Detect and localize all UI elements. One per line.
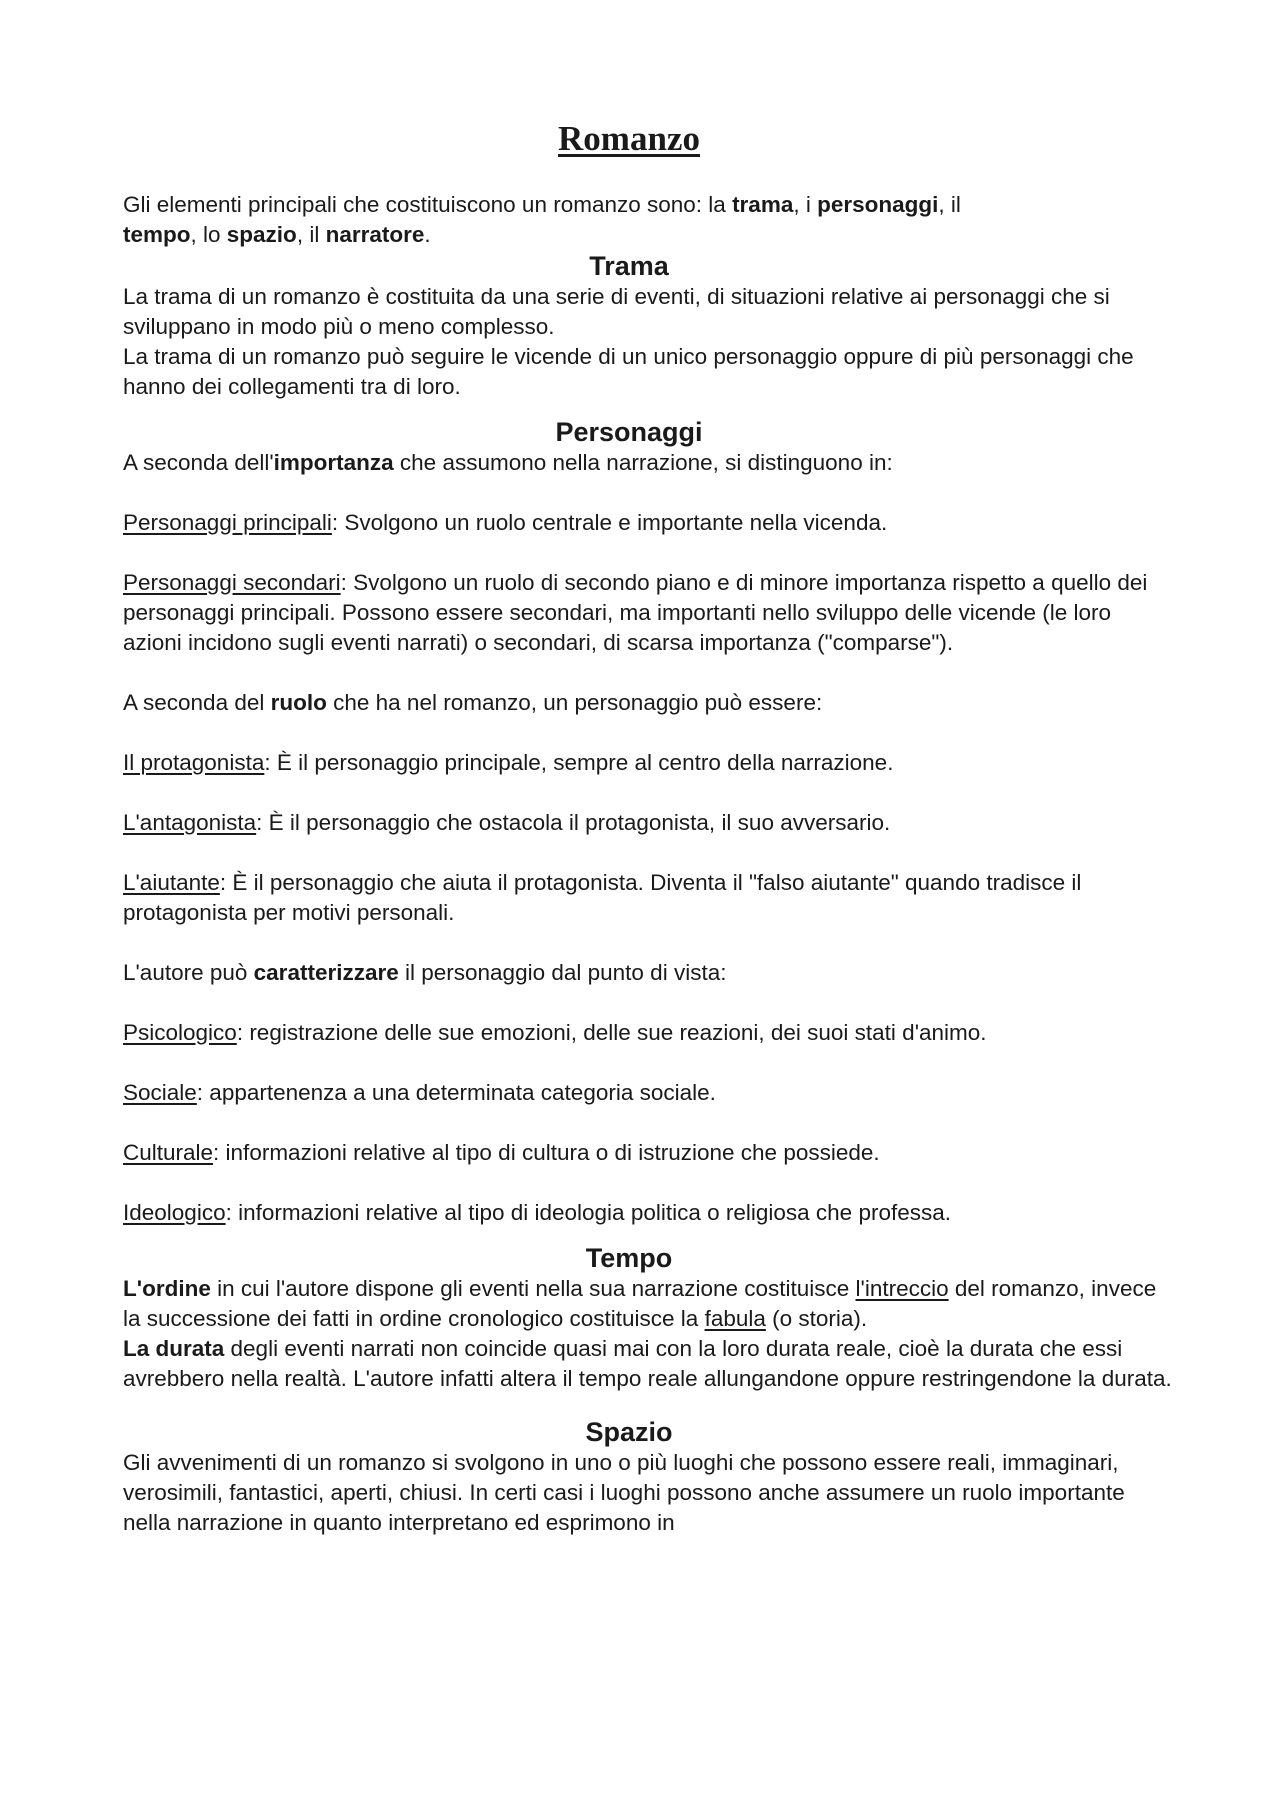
keyword-durata: La durata	[123, 1336, 225, 1361]
document-title: Romanzo	[558, 119, 700, 158]
ordine-paragraph: L'ordine in cui l'autore dispone gli eventi nella sua narrazione costituisce l'intreccio del romanzo, invece la successione dei fatti in ordine cronologico costituisce la fabula (o storia).	[123, 1276, 1157, 1331]
term-antagonista: L'antagonista	[123, 810, 257, 835]
section-heading-spazio: Spazio	[585, 1417, 673, 1447]
keyword-ruolo: ruolo	[270, 690, 327, 715]
intro-paragraph: Gli elementi principali che costituiscono un romanzo sono: la trama, i personaggi, il tempo, lo spazio, il narratore.	[123, 192, 961, 247]
term-personaggi-principali: Personaggi principali	[123, 510, 332, 535]
term-culturale: Culturale	[123, 1140, 214, 1165]
term-aiutante: L'aiutante	[123, 870, 220, 895]
aiutante-paragraph: L'aiutante: È il personaggio che aiuta il protagonista. Diventa il "falso aiutante" quando tradisce il protagonista per motivi personali.	[123, 870, 1082, 925]
keyword-trama: trama	[732, 192, 794, 217]
keyword-importanza: importanza	[273, 450, 394, 475]
psicologico-paragraph: Psicologico: registrazione delle sue emozioni, delle sue reazioni, dei suoi stati d'animo.	[123, 1020, 987, 1045]
term-protagonista: Il protagonista	[123, 750, 265, 775]
term-fabula: fabula	[704, 1306, 766, 1331]
durata-paragraph: La durata degli eventi narrati non coincide quasi mai con la loro durata reale, cioè la durata che essi avrebbero nella realtà. L'autore infatti altera il tempo reale allungandone oppure restringendone la durata.	[123, 1336, 1172, 1391]
caratterizzare-paragraph: L'autore può caratterizzare il personaggio dal punto di vista:	[123, 960, 727, 985]
antagonista-paragraph: L'antagonista: È il personaggio che ostacola il protagonista, il suo avversario.	[123, 810, 891, 835]
personaggi-principali-paragraph: Personaggi principali: Svolgono un ruolo centrale e importante nella vicenda.	[123, 510, 888, 535]
term-intreccio: l'intreccio	[855, 1276, 949, 1301]
document-page	[123, 118, 1175, 1538]
keyword-caratterizzare: caratterizzare	[253, 960, 399, 985]
keyword-personaggi: personaggi	[817, 192, 939, 217]
keyword-spazio: spazio	[226, 222, 297, 247]
term-sociale: Sociale	[123, 1080, 197, 1105]
term-ideologico: Ideologico	[123, 1200, 226, 1225]
culturale-paragraph: Culturale: informazioni relative al tipo di cultura o di istruzione che possiede.	[123, 1140, 880, 1165]
term-psicologico: Psicologico	[123, 1020, 237, 1045]
importanza-paragraph: A seconda dell'importanza che assumono nella narrazione, si distinguono in:	[123, 450, 893, 475]
section-heading-personaggi: Personaggi	[555, 417, 703, 447]
ideologico-paragraph: Ideologico: informazioni relative al tipo di ideologia politica o religiosa che professa.	[123, 1200, 951, 1225]
section-heading-tempo: Tempo	[585, 1243, 673, 1273]
section-heading-trama: Trama	[589, 251, 669, 281]
protagonista-paragraph: Il protagonista: È il personaggio principale, sempre al centro della narrazione.	[123, 750, 894, 775]
trama-paragraph-1: La trama di un romanzo è costituita da una serie di eventi, di situazioni relative ai personaggi che si sviluppano in modo più o meno complesso.	[123, 284, 1110, 339]
keyword-ordine: L'ordine	[123, 1276, 211, 1301]
term-personaggi-secondari: Personaggi secondari	[123, 570, 341, 595]
ruolo-paragraph: A seconda del ruolo che ha nel romanzo, un personaggio può essere:	[123, 690, 823, 715]
personaggi-secondari-paragraph: Personaggi secondari: Svolgono un ruolo di secondo piano e di minore importanza rispetto a quello dei personaggi principali. Possono essere secondari, ma importanti nello sviluppo delle vicende (le loro azioni incidono sugli eventi narrati) o secondari, di scarsa importanza ("comparse").	[123, 570, 1148, 655]
spazio-paragraph: Gli avvenimenti di un romanzo si svolgono in uno o più luoghi che possono essere reali, immaginari, verosimili, fantastici, aperti, chiusi. In certi casi i luoghi possono anche assumere un ruolo importante nella narrazione in quanto interpretano ed esprimono in	[123, 1450, 1125, 1535]
keyword-narratore: narratore	[325, 222, 425, 247]
trama-paragraph-2: La trama di un romanzo può seguire le vicende di un unico personaggio oppure di più personaggi che hanno dei collegamenti tra di loro.	[123, 344, 1134, 399]
sociale-paragraph: Sociale: appartenenza a una determinata categoria sociale.	[123, 1080, 716, 1105]
keyword-tempo: tempo	[123, 222, 191, 247]
